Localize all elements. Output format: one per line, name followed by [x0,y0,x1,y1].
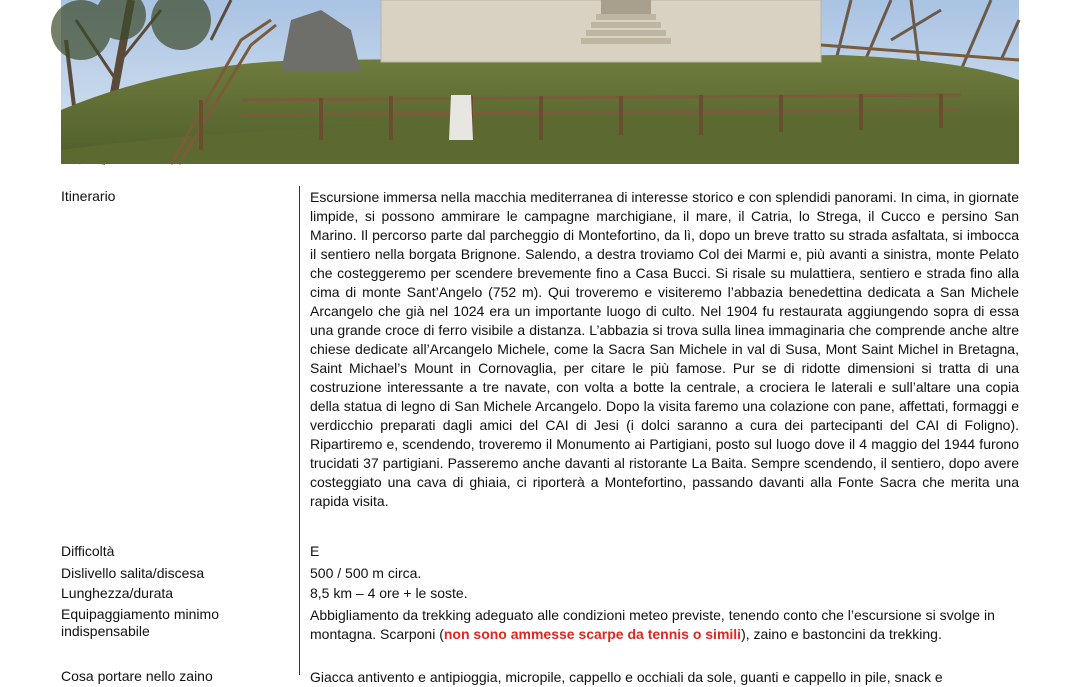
label-dislivello: Dislivello salita/discesa [61,565,205,581]
label-lunghezza: Lunghezza/durata [61,585,174,601]
value-dislivello: 500 / 500 m circa. [310,565,422,581]
column-divider [299,186,300,675]
label-difficolta: Difficoltà [61,543,115,559]
landscape-photo [61,0,1019,164]
label-cosa-portare: Cosa portare nello zaino [61,668,213,684]
equip-warning-highlight: non sono ammesse scarpe da tennis o simili [443,626,742,642]
value-itinerario: Escursione immersa nella macchia mediterranea di interesse storico e con splendidi panorami. In cima, in giornate limpide, si possono ammirare le campagne marchigiane, il mare, il Catria, lo Strega, il Cucco e persino San Marino. Il percorso parte dal parcheggio di Montefortino, da lì, dopo un breve tratto su strada asfaltata, si imbocca il sentiero nella borgata Brignone. Salendo, a destra troviamo Col dei Marmi e, più avanti a sinistra, monte Pelato che costeggeremo per scendere brevemente fino a Casa Bucci. Si risale su mulattiera, sentiero e strada fino alla cima di monte Sant’Angelo (752 m). Qui troveremo e visiteremo l’abbazia benedettina dedicata a San Michele Arcangelo che già nel 1024 era un importante luogo di culto. Nel 1904 fu restaurata aggiungendo sopra di essa una grande croce di ferro visibile a distanza. L’abbazia si trova sulla linea immaginaria che comprende anche altre chiese dedicate all’Arcangelo Michele, come la Sacra San Michele in val di Susa, Mont Saint Michel in Bretagna, Saint Michael’s Mount in Cornovaglia, per citare le più famose. Pur se di ridotte dimensioni si tratta di una costruzione interessante a tre navate, con volta a botte la centrale, a crociera le laterali e sull’altare una copia della statua di legno di San Michele Arcangelo. Dopo la visita faremo una colazione con pane, affettati, formaggi e verdicchio preparati dagli amici del CAI di Jesi (i dolci saranno a cura dei partecipanti del CAI di Foligno). Ripartiremo e, scendendo, troveremo il Monumento ai Partigiani, posto sul luogo dove il 4 maggio del 1944 furono trucidati 37 partigiani. Passeremo anche davanti al ristorante La Baita. Sempre scendendo, il sentiero, dopo avere costeggiato una cava di ghiaia, ci riporterà a Montefortino, passando davanti alla Fonte Sacra che merita una rapida visita. [310,189,1019,509]
label-equipaggiamento: Equipaggiamento minimo indispensabile [61,606,219,639]
value-equipaggiamento [310,606,1019,644]
label-itinerario: Itinerario [61,188,116,204]
value-cosa-portare: Giacca antivento e antipioggia, micropile, cappello e occhiali da sole, guanti e cappello in pile, snack e [310,669,943,685]
row-cosa-portare [61,668,1019,685]
value-lunghezza: 8,5 km – 4 ore + le soste. [310,585,468,601]
equip-text-after: ), zaino e bastoncini da trekking. [741,626,942,642]
equip-text-before: Abbigliamento da trekking adeguato alle condizioni meteo previste, tenendo conto che l’escursione si svolge in montagna. Scarponi ( [310,607,995,642]
value-difficolta: E [310,543,320,559]
